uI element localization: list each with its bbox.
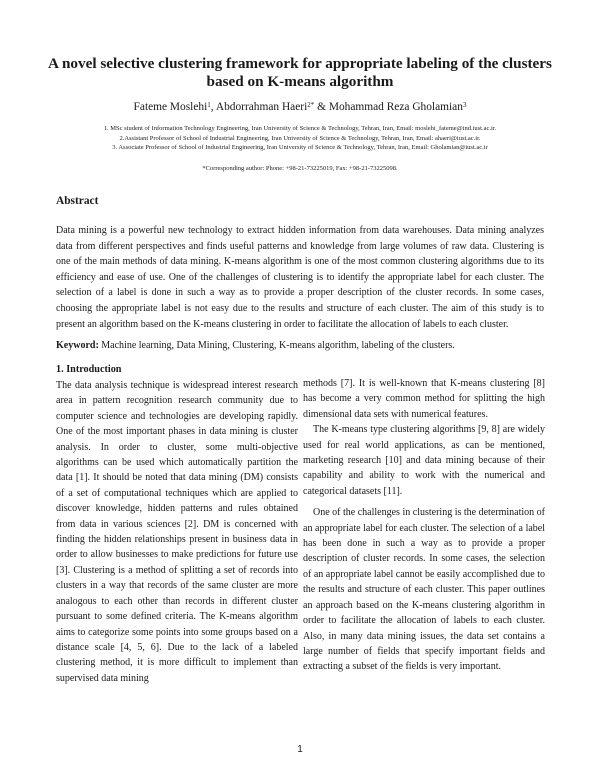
affiliations — [40, 124, 560, 153]
paragraph: methods [7]. It is well-known that K-means clustering [8] has become a very common method for splitting the high dimensional data sets with numerical features. — [303, 378, 545, 420]
keyword-label: Keyword: — [56, 340, 99, 351]
author-affiliation-marker: 3 — [462, 101, 467, 109]
affiliation-2: 2.Assistant Professor of School of Industrial Engineering, Iran University of Science & Technology, Tehran, Iran, Email: ahaeri@iust.ac.ir. — [119, 134, 481, 142]
author-name: Fateme Moslehi — [133, 101, 208, 113]
affiliation-3: 3. Associate Professor of School of Industrial Engineering, Iran University of Science & Technology, Tehran, Iran, Email: Gholamian@iust.ac.ir — [112, 144, 488, 152]
affiliation-1: 1. MSc student of Information Technology Engineering, Iran University of Science & Technology, Tehran, Iran, Email: moslehi_fateme@ind.iust.ac.ir. — [103, 125, 497, 132]
author-name: Mohammad Reza Gholamian — [328, 101, 463, 113]
page-number: 1 — [297, 744, 303, 755]
title-line-1: A novel selective clustering framework for appropriate labeling of the clusters — [48, 55, 552, 72]
keyword-text: Machine learning, Data Mining, Clustering, K-means algorithm, labeling of the clusters. — [98, 340, 455, 351]
author-name: Abdorrahman Haeri — [215, 101, 308, 113]
column-left — [56, 378, 298, 686]
author-affiliation-marker: 2* — [307, 101, 315, 109]
paragraph: The K-means type clustering algorithms [9, 8] are widely used for real world applications, as can be mentioned, marketing research [10] and data mining because of their capability and ability to work with the numerical and categorical datasets [11]. — [303, 424, 545, 497]
author-list — [40, 100, 560, 114]
author-affiliation-marker: 1 — [207, 101, 211, 109]
paragraph: The data analysis technique is widespread interest research area in pattern recognition research community due to computer science and technologies are developing rapidly. One of the most important phases in data mining is cluster analysis. In order to cluster, some multi-objective algorithms can be used which automatically partition the data [1]. It should be noted that data mining (DM) consists of a set of computational techniques which are applied to discover knowledge, hidden patterns and rules obtained from data in various sciences [2]. DM is concerned with finding the hidden relationships present in business data in order to allow businesses to make predictions for future use [3]. Clustering is a method of splitting a set of records into clusters in a way that records of the same cluster are more analogous to each other than records in different cluster pursuant to some defined criteria. The K-means algorithm aims to categorize some points into some groups based on a distance scale [4, 5, 6]. Due to the lack of a labeled clustering method, it is more difficult to implement than supervised data mining — [56, 380, 298, 684]
paragraph: One of the challenges in clustering is the determination of an appropriate label for each cluster. The selection of a label has been done in such a way as to provide a proper description of cluster records. In some cases, the selection of an appropriate label cannot be easily accomplished due to the results and structure of each cluster. This paper outlines an approach based on the K-means clustering algorithm in order to facilitate the allocation of labels to each cluster. Also, in many data mining issues, the data set contains a large number of fields that specify important fields and extracting a subset of the fields is very important. — [303, 507, 545, 673]
column-right — [303, 376, 545, 675]
author-separator: , — [210, 101, 216, 113]
corresponding-author: *Corresponding author: Phone: +98-21-73225019, Fax: +98-21-73225098. — [202, 165, 398, 172]
abstract-heading: Abstract — [56, 195, 99, 207]
paper-title — [40, 55, 560, 91]
title-line-2: based on K-means algorithm — [206, 73, 394, 90]
abstract-text: Data mining is a powerful new technology to extract hidden information from data warehouses. Data mining analyzes data from different perspectives and finds useful patterns and knowledge from large volumes of raw data. Clustering is one of the main methods of data mining. K-means algorithm is one of the most common clustering algorithms due to its efficiency and ease of use. One of the challenges of clustering is to identify the appropriate label for each cluster. The selection of a label is done in such a way as to provide a proper description of the cluster records. In some cases, choosing the appropriate label is not easy due to the results and structure of each cluster. The aim of this study is to present an algorithm based on the K-means clustering in order to facilitate the allocation of labels to each cluster. — [56, 225, 544, 330]
author-separator: & — [314, 101, 329, 113]
section-heading-introduction: 1. Introduction — [56, 364, 122, 375]
keywords — [56, 339, 544, 353]
